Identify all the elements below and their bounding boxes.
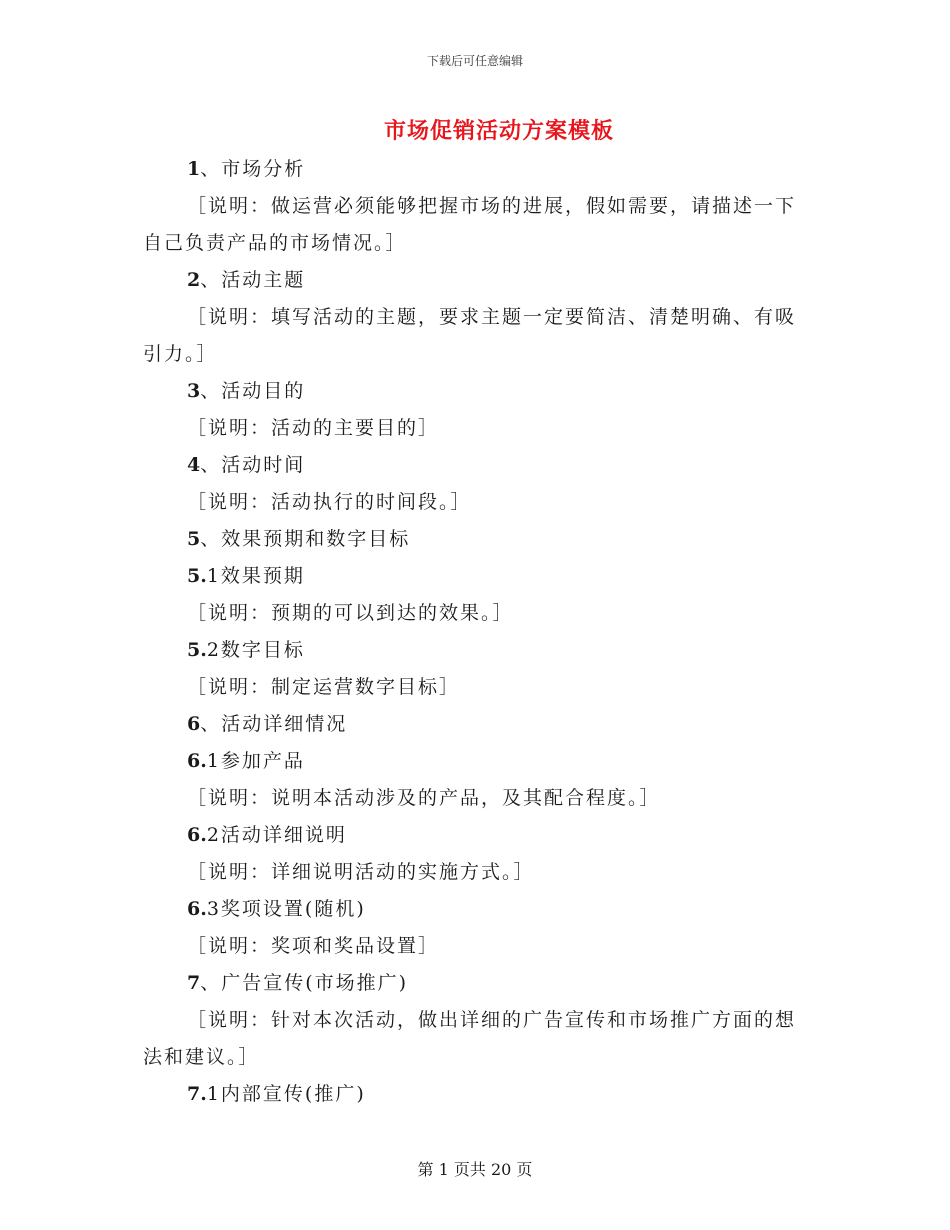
paragraph-line — [143, 1039, 809, 1076]
section-number: 5. — [187, 565, 207, 587]
paragraph-line — [143, 484, 809, 521]
line-text: 、广告宣传(市场推广) — [200, 972, 409, 994]
page-footer: 第 1 页共 20 页 — [417, 1160, 533, 1179]
line-text: 1内部宣传(推广) — [206, 1083, 366, 1105]
line-text: 、活动目的 — [200, 380, 306, 402]
section-heading — [143, 743, 809, 780]
section-heading — [143, 891, 809, 928]
paragraph-line — [143, 188, 809, 225]
section-heading — [143, 151, 809, 188]
section-heading — [143, 373, 809, 410]
section-number: 6. — [187, 898, 207, 920]
line-text: ［说明：制定运营数字目标］ — [187, 676, 461, 698]
section-heading — [143, 965, 809, 1002]
section-heading — [143, 817, 809, 854]
paragraph-line — [143, 669, 809, 706]
line-text: 、活动时间 — [200, 454, 306, 476]
section-number: 6. — [187, 750, 207, 772]
paragraph-line — [143, 780, 809, 817]
section-number: 7. — [187, 1083, 207, 1105]
line-text: ［说明：说明本活动涉及的产品，及其配合程度。］ — [187, 787, 661, 809]
section-heading — [143, 447, 809, 484]
line-text: ［说明：活动的主要目的］ — [187, 417, 440, 439]
section-heading — [143, 706, 809, 743]
section-number: 6 — [187, 713, 201, 735]
paragraph-line — [143, 336, 809, 373]
section-number: 7 — [187, 972, 201, 994]
line-text: 1效果预期 — [206, 565, 305, 587]
line-text: 法和建议。］ — [143, 1046, 260, 1068]
line-text: ［说明：预期的可以到达的效果。］ — [187, 602, 514, 624]
section-heading — [143, 521, 809, 558]
paragraph-line — [143, 299, 809, 336]
line-text: ［说明：奖项和奖品设置］ — [187, 935, 440, 957]
section-number: 3 — [187, 380, 201, 402]
section-number: 4 — [187, 454, 201, 476]
section-number: 2 — [187, 269, 201, 291]
section-heading — [143, 1076, 809, 1113]
section-number: 5. — [187, 639, 207, 661]
document-title: 市场促销活动方案模板 — [383, 118, 614, 144]
line-text: ［说明：详细说明活动的实施方式。］ — [187, 861, 535, 883]
paragraph-line — [143, 225, 809, 262]
line-text: ［说明：填写活动的主题，要求主题一定要简洁、清楚明确、有吸 — [187, 306, 797, 328]
document-body — [143, 151, 809, 1113]
paragraph-line — [143, 410, 809, 447]
section-number: 6. — [187, 824, 207, 846]
line-text: ［说明：活动执行的时间段。］ — [187, 491, 472, 513]
line-text: 、市场分析 — [200, 158, 306, 180]
line-text: 自己负责产品的市场情况。］ — [143, 232, 407, 254]
line-text: 2数字目标 — [206, 639, 305, 661]
section-number: 5 — [187, 528, 201, 550]
section-heading — [143, 558, 809, 595]
page-header: 下载后可任意编辑 — [426, 54, 523, 68]
paragraph-line — [143, 1002, 809, 1039]
line-text: 2活动详细说明 — [206, 824, 347, 846]
paragraph-line — [143, 854, 809, 891]
line-text: ［说明：针对本次活动，做出详细的广告宣传和市场推广方面的想 — [187, 1009, 797, 1031]
line-text: 1参加产品 — [206, 750, 305, 772]
line-text: ［说明：做运营必须能够把握市场的进展，假如需要，请描述一下 — [187, 195, 797, 217]
line-text: 、活动主题 — [200, 269, 306, 291]
line-text: 引力。］ — [143, 343, 218, 365]
line-text: 、效果预期和数字目标 — [200, 528, 411, 550]
paragraph-line — [143, 595, 809, 632]
section-heading — [143, 262, 809, 299]
section-number: 1 — [187, 158, 201, 180]
line-text: 、活动详细情况 — [200, 713, 348, 735]
paragraph-line — [143, 928, 809, 965]
line-text: 3奖项设置(随机) — [206, 898, 366, 920]
section-heading — [143, 632, 809, 669]
